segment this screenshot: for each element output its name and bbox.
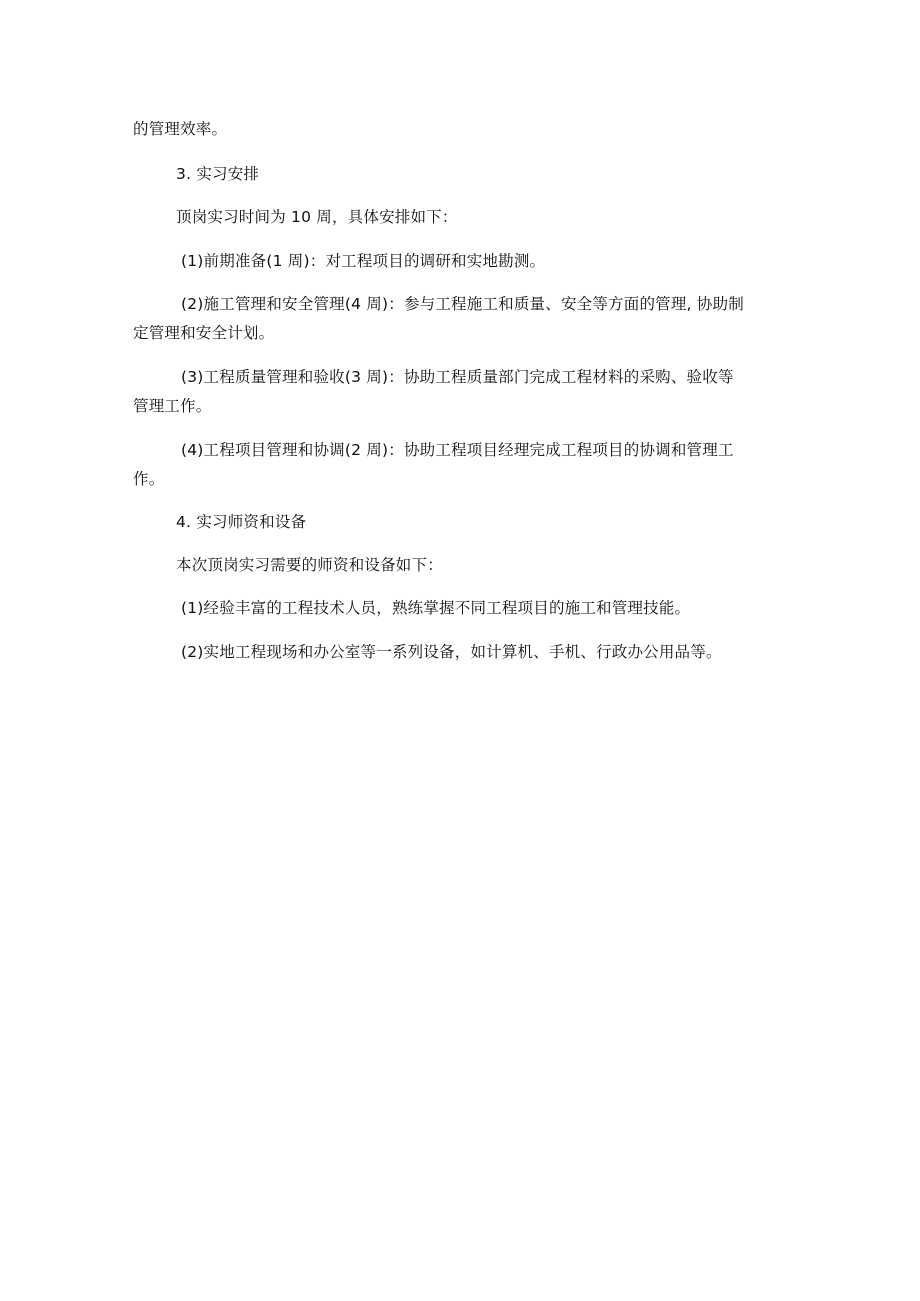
- resource-item-2: (2)实地工程现场和办公室等一系列设备，如计算机、手机、行政办公用品等。: [181, 643, 722, 661]
- schedule-item-4-line-1: (4)工程项目管理和协调(2 周)：协助工程项目经理完成工程项目的协调和管理工: [181, 441, 734, 459]
- paragraph-teachers-intro: 本次顶岗实习需要的师资和设备如下：: [176, 556, 443, 574]
- resource-item-1: (1)经验丰富的工程技术人员，熟练掌握不同工程项目的施工和管理技能。: [181, 599, 691, 617]
- schedule-item-3-line-2: 管理工作。: [133, 397, 212, 415]
- section-heading-internship-schedule: 3. 实习安排: [176, 165, 260, 183]
- schedule-item-2-line-2: 定管理和安全计划。: [133, 324, 275, 342]
- paragraph-schedule-intro: 顶岗实习时间为 10 周，具体安排如下：: [176, 208, 458, 226]
- schedule-item-1: (1)前期准备(1 周)：对工程项目的调研和实地勘测。: [181, 252, 546, 270]
- schedule-item-3-line-1: (3)工程质量管理和验收(3 周)：协助工程质量部门完成工程材料的采购、验收等: [181, 368, 734, 386]
- paragraph-continuation: 的管理效率。: [133, 120, 228, 138]
- schedule-item-2-line-1: (2)施工管理和安全管理(4 周)：参与工程施工和质量、安全等方面的管理, 协助制: [181, 295, 744, 313]
- section-heading-teachers-equipment: 4. 实习师资和设备: [176, 513, 307, 531]
- schedule-item-4-line-2: 作。: [133, 470, 165, 488]
